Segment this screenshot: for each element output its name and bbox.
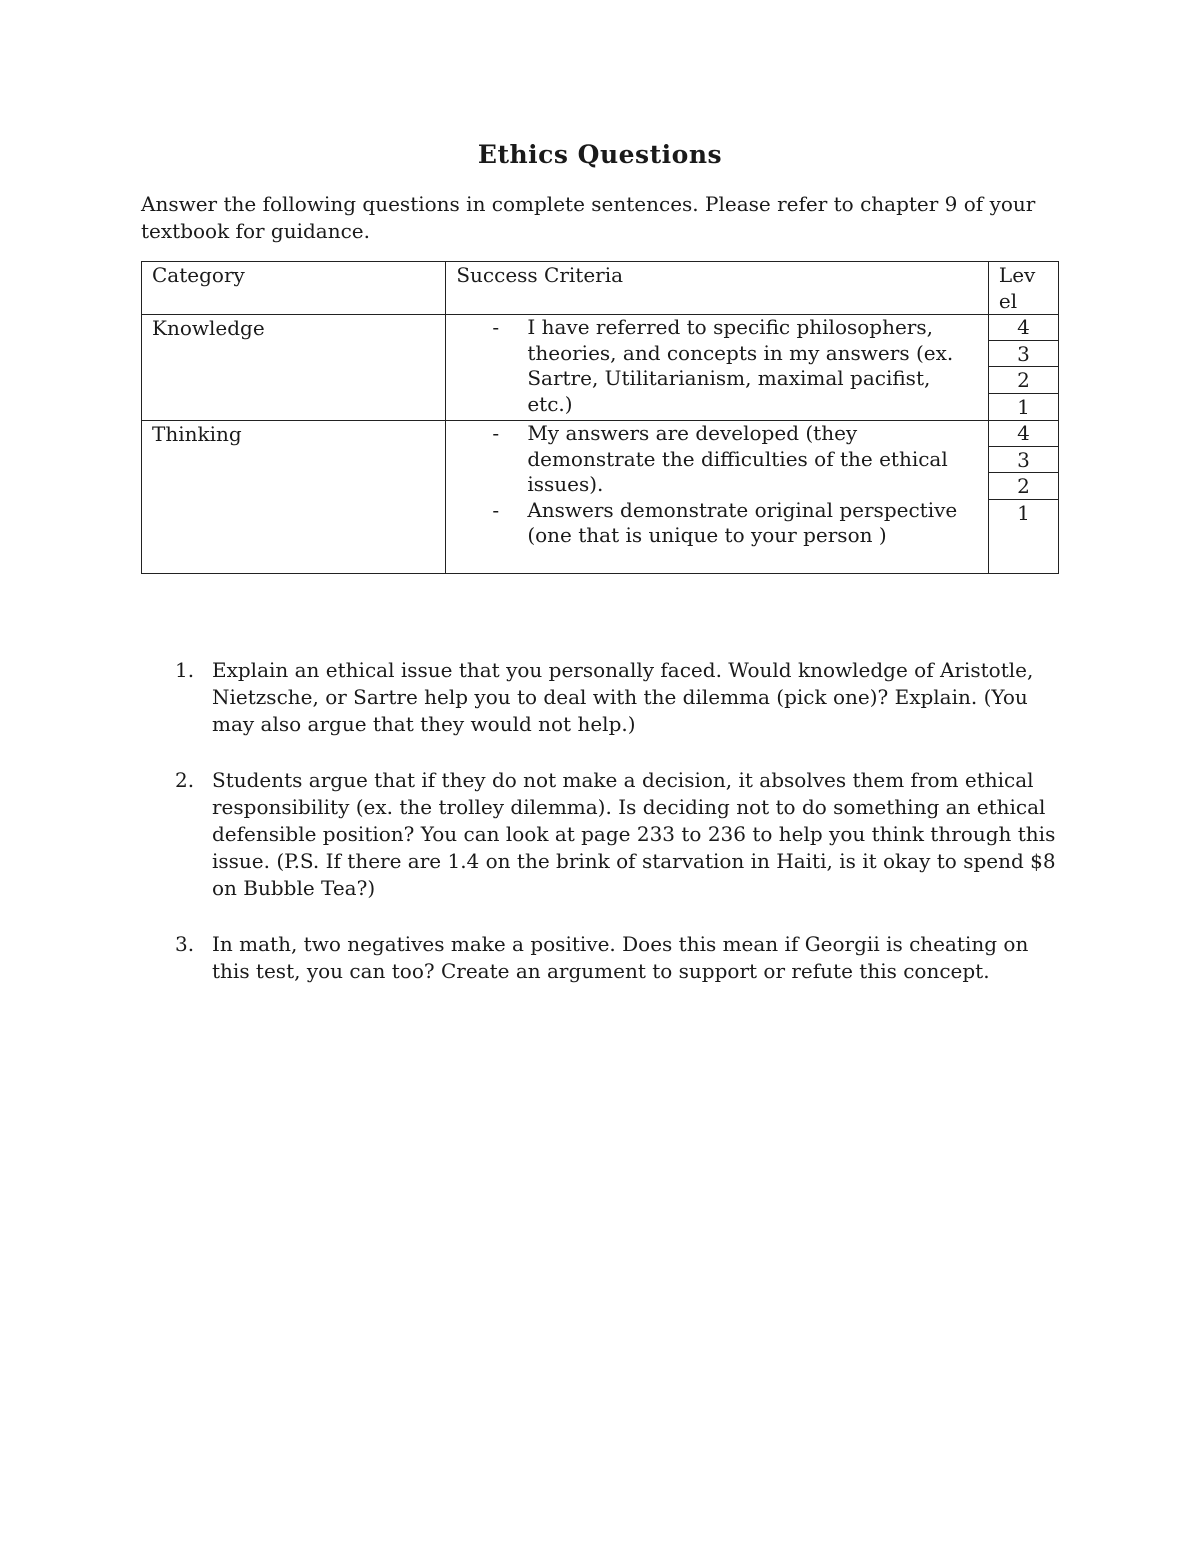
level-box: 2	[989, 368, 1058, 394]
question-number: 1.	[175, 658, 195, 682]
question-number: 2.	[175, 768, 195, 792]
question-text: In math, two negatives make a positive. Does this mean if Georgii is cheating on this test, you can too? Create an argument to support or refute this concept.	[212, 932, 1029, 983]
rubric-header-row	[142, 262, 1059, 315]
level-box: 3	[989, 342, 1058, 368]
rubric-level-cell	[988, 421, 1058, 574]
rubric-row-thinking	[142, 421, 1059, 574]
page-title: Ethics Questions	[477, 140, 723, 169]
question-list	[141, 657, 1066, 1014]
rubric-category-cell: Knowledge	[142, 315, 446, 421]
rubric-criteria-cell	[446, 421, 989, 574]
rubric-header-level: Level	[988, 262, 1058, 315]
criteria-list	[446, 421, 988, 549]
level-box: 4	[989, 315, 1058, 341]
criteria-item: - Answers demonstrate original perspective (one that is unique to your person )	[446, 498, 988, 549]
rubric-level-cell	[988, 315, 1058, 421]
question-item	[141, 767, 1066, 902]
criteria-item: - I have referred to specific philosophers, theories, and concepts in my answers (ex. Sartre, Utilitarianism, maximal pacifist, etc.)	[446, 315, 988, 417]
level-boxes	[989, 421, 1058, 526]
question-text: Students argue that if they do not make a decision, it absolves them from ethical responsibility (ex. the trolley dilemma). Is deciding not to do something an ethical defensible position? You can look at page 233 to 236 to help you think through this issue. (P.S. If there are 1.4 on the brink of starvation in Haiti, is it okay to spend $8 on Bubble Tea?)	[212, 768, 1056, 900]
rubric-header-category: Category	[142, 262, 446, 315]
criteria-list	[446, 315, 988, 417]
question-text: Explain an ethical issue that you personally faced. Would knowledge of Aristotle, Nietzsche, or Sartre help you to deal with the dilemma (pick one)? Explain. (You may also argue that they would not help.)	[212, 658, 1034, 736]
level-boxes	[989, 315, 1058, 420]
question-item	[141, 931, 1066, 985]
level-box: 2	[989, 474, 1058, 500]
level-box: 4	[989, 421, 1058, 447]
rubric-row-knowledge	[142, 315, 1059, 421]
instructions-paragraph: Answer the following questions in complete sentences. Please refer to chapter 9 of your textbook for guidance.	[141, 192, 1036, 243]
question-number: 3.	[175, 932, 195, 956]
level-box: 1	[1017, 500, 1030, 525]
level-box: 3	[989, 448, 1058, 474]
rubric-table	[141, 261, 1059, 574]
rubric-category-cell: Thinking	[142, 421, 446, 574]
level-box: 1	[1017, 394, 1030, 419]
question-item	[141, 657, 1066, 738]
rubric-criteria-cell	[446, 315, 989, 421]
rubric-header-criteria: Success Criteria	[446, 262, 989, 315]
criteria-item: - My answers are developed (they demonstrate the difficulties of the ethical issues).	[446, 421, 988, 498]
